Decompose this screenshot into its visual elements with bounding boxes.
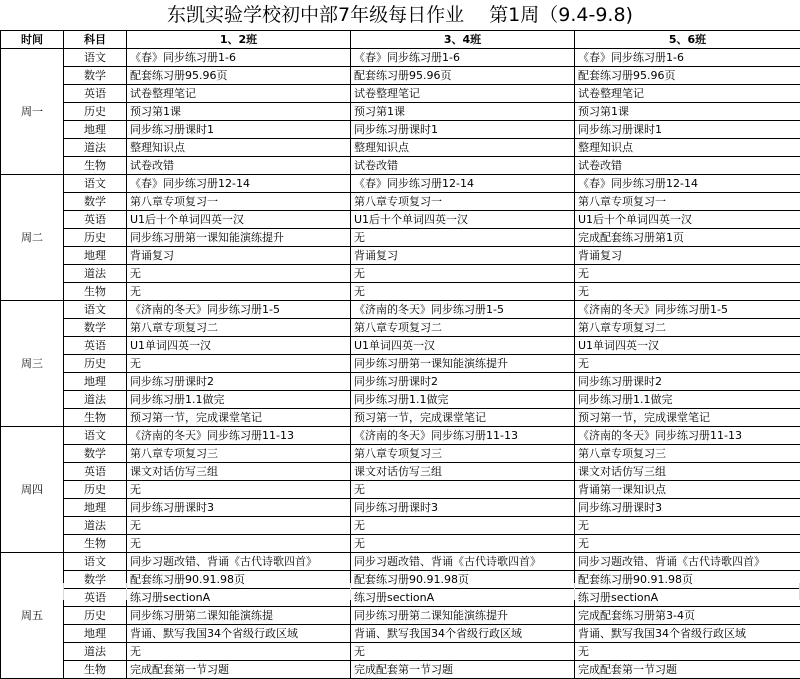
table-row (1, 157, 800, 175)
subject-cell: 地理 (64, 625, 127, 643)
class-3-4-cell: 完成配套第一节习题 (351, 661, 575, 679)
class-1-2-cell: 无 (127, 355, 351, 373)
class-5-6-cell: 完成配套第一节习题 (575, 661, 800, 679)
class-1-2-cell: 同步练习册课时3 (127, 499, 351, 517)
class-1-2-cell: 无 (127, 265, 351, 283)
class-3-4-cell: 预习第1课 (351, 103, 575, 121)
class-1-2-cell: 《济南的冬天》同步练习册11-13 (127, 427, 351, 445)
table-row (1, 121, 800, 139)
class-1-2-cell: 无 (127, 517, 351, 535)
class-1-2-cell: 《春》同步练习册1-6 (127, 49, 351, 67)
subject-cell: 生物 (64, 157, 127, 175)
class-1-2-cell: 第八章专项复习二 (127, 319, 351, 337)
subject-cell: 语文 (64, 49, 127, 67)
class-5-6-cell: 无 (575, 535, 800, 553)
subject-cell: 语文 (64, 175, 127, 193)
table-row (1, 193, 800, 211)
table-row (1, 445, 800, 463)
table-row (1, 391, 800, 409)
class-5-6-cell: 整理知识点 (575, 139, 800, 157)
class-1-2-cell: 预习第一节，完成课堂笔记 (127, 409, 351, 427)
class-3-4-cell: 无 (351, 517, 575, 535)
subject-cell: 地理 (64, 247, 127, 265)
table-row (1, 553, 800, 571)
class-5-6-cell: 同步练习册课时1 (575, 121, 800, 139)
table-row (1, 85, 800, 103)
class-5-6-cell: 无 (575, 283, 800, 301)
subject-cell: 生物 (64, 409, 127, 427)
subject-cell: 道法 (64, 139, 127, 157)
class-3-4-cell: 同步练习册第二课知能演练提升 (351, 607, 575, 625)
class-3-4-cell: 试卷改错 (351, 157, 575, 175)
table-row (1, 409, 800, 427)
class-5-6-cell: 无 (575, 265, 800, 283)
class-5-6-cell: 预习第1课 (575, 103, 800, 121)
class-5-6-cell: 课文对话仿写三组 (575, 463, 800, 481)
class-5-6-cell: 试卷整理笔记 (575, 85, 800, 103)
header-row (1, 31, 800, 49)
class-3-4-cell: 同步练习册课时2 (351, 373, 575, 391)
class-5-6-cell: 同步练习册1.1做完 (575, 391, 800, 409)
table-row (1, 499, 800, 517)
table-row (1, 247, 800, 265)
subject-cell: 语文 (64, 301, 127, 319)
class-1-2-cell: 背诵、默写我国34个省级行政区域 (127, 625, 351, 643)
class-3-4-cell: 《春》同步练习册12-14 (351, 175, 575, 193)
table-row (1, 139, 800, 157)
subject-cell: 道法 (64, 643, 127, 661)
class-1-2-cell: 同步练习册1.1做完 (127, 391, 351, 409)
day-cell: 周五 (1, 553, 64, 679)
day-cell: 周一 (1, 49, 64, 175)
class-5-6-cell: 《春》同步练习册1-6 (575, 49, 800, 67)
class-5-6-cell: U1后十个单词四英一汉 (575, 211, 800, 229)
subject-cell: 数学 (64, 67, 127, 85)
class-5-6-cell: 完成配套练习册第1页 (575, 229, 800, 247)
class-5-6-cell: 无 (575, 643, 800, 661)
class-5-6-cell: 《济南的冬天》同步练习册11-13 (575, 427, 800, 445)
class-1-2-cell: 同步习题改错、背诵《古代诗歌四首》 (127, 553, 351, 571)
table-row (1, 337, 800, 355)
subject-cell: 历史 (64, 103, 127, 121)
class-3-4-cell: 预习第一节，完成课堂笔记 (351, 409, 575, 427)
subject-cell: 数学 (64, 319, 127, 337)
table-row (1, 481, 800, 499)
class-5-6-cell: 完成配套练习册第3-4页 (575, 607, 800, 625)
subject-cell: 道法 (64, 391, 127, 409)
subject-cell: 语文 (64, 553, 127, 571)
header-subject: 科目 (64, 31, 127, 49)
table-row (1, 463, 800, 481)
subject-cell: 语文 (64, 427, 127, 445)
class-5-6-cell: 同步习题改错、背诵《古代诗歌四首》 (575, 553, 800, 571)
table-row (1, 427, 800, 445)
class-5-6-cell: 背诵复习 (575, 247, 800, 265)
subject-cell: 地理 (64, 373, 127, 391)
header-class-5-6: 5、6班 (575, 31, 800, 49)
table-row (1, 535, 800, 553)
day-cell: 周三 (1, 301, 64, 427)
class-5-6-cell: 《春》同步练习册12-14 (575, 175, 800, 193)
subject-cell: 英语 (64, 589, 127, 607)
class-3-4-cell: U1单词四英一汉 (351, 337, 575, 355)
class-3-4-cell: 背诵、默写我国34个省级行政区域 (351, 625, 575, 643)
table-row (1, 301, 800, 319)
class-1-2-cell: 练习册sectionA (127, 589, 351, 607)
class-3-4-cell: 同步练习册1.1做完 (351, 391, 575, 409)
class-3-4-cell: 《济南的冬天》同步练习册1-5 (351, 301, 575, 319)
class-1-2-cell: 试卷整理笔记 (127, 85, 351, 103)
subject-cell: 地理 (64, 121, 127, 139)
class-3-4-cell: 同步练习册第一课知能演练提升 (351, 355, 575, 373)
class-5-6-cell: 第八章专项复习一 (575, 193, 800, 211)
table-row (1, 355, 800, 373)
header-time: 时间 (1, 31, 64, 49)
header-class-1-2: 1、2班 (127, 31, 351, 49)
class-3-4-cell: 练习册sectionA (351, 589, 575, 607)
class-5-6-cell: 第八章专项复习三 (575, 445, 800, 463)
table-row (1, 229, 800, 247)
class-1-2-cell: 无 (127, 535, 351, 553)
class-1-2-cell: 无 (127, 481, 351, 499)
subject-cell: 生物 (64, 661, 127, 679)
class-3-4-cell: 无 (351, 643, 575, 661)
table-row (1, 319, 800, 337)
class-5-6-cell: 无 (575, 355, 800, 373)
day-cell: 周二 (1, 175, 64, 301)
subject-cell: 历史 (64, 355, 127, 373)
class-1-2-cell: 第八章专项复习一 (127, 193, 351, 211)
table-row (1, 67, 800, 85)
subject-cell: 英语 (64, 463, 127, 481)
page-title: 东凯实验学校初中部7年级每日作业 第1周（9.4-9.8) (0, 0, 800, 30)
class-1-2-cell: 试卷改错 (127, 157, 351, 175)
class-3-4-cell: 《春》同步练习册1-6 (351, 49, 575, 67)
class-3-4-cell: 无 (351, 283, 575, 301)
class-5-6-cell: 试卷改错 (575, 157, 800, 175)
class-3-4-cell: 同步练习册课时1 (351, 121, 575, 139)
subject-cell: 英语 (64, 211, 127, 229)
subject-cell: 历史 (64, 607, 127, 625)
class-3-4-cell: 无 (351, 229, 575, 247)
class-3-4-cell: 配套练习册90.91.98页 (351, 571, 575, 589)
subject-cell: 数学 (64, 571, 127, 589)
class-3-4-cell: 《济南的冬天》同步练习册11-13 (351, 427, 575, 445)
header-class-3-4: 3、4班 (351, 31, 575, 49)
class-1-2-cell: 配套练习册95.96页 (127, 67, 351, 85)
class-3-4-cell: 同步练习册课时3 (351, 499, 575, 517)
class-1-2-cell: 《春》同步练习册12-14 (127, 175, 351, 193)
class-5-6-cell: 预习第一节，完成课堂笔记 (575, 409, 800, 427)
subject-cell: 道法 (64, 265, 127, 283)
class-1-2-cell: 背诵复习 (127, 247, 351, 265)
subject-cell: 数学 (64, 193, 127, 211)
class-3-4-cell: 无 (351, 265, 575, 283)
class-3-4-cell: 配套练习册95.96页 (351, 67, 575, 85)
class-3-4-cell: 无 (351, 535, 575, 553)
table-row (1, 625, 800, 643)
table-row (1, 607, 800, 625)
table-row (1, 175, 800, 193)
class-1-2-cell: 整理知识点 (127, 139, 351, 157)
class-1-2-cell: 同步练习册课时2 (127, 373, 351, 391)
class-1-2-cell: U1单词四英一汉 (127, 337, 351, 355)
class-3-4-cell: 背诵复习 (351, 247, 575, 265)
class-3-4-cell: 整理知识点 (351, 139, 575, 157)
class-3-4-cell: 同步习题改错、背诵《古代诗歌四首》 (351, 553, 575, 571)
table-row (1, 103, 800, 121)
table-row (1, 49, 800, 67)
subject-cell: 地理 (64, 499, 127, 517)
class-1-2-cell: 课文对话仿写三组 (127, 463, 351, 481)
table-row (1, 643, 800, 661)
class-1-2-cell: 无 (127, 643, 351, 661)
subject-cell: 生物 (64, 283, 127, 301)
table-row (1, 265, 800, 283)
class-3-4-cell: 试卷整理笔记 (351, 85, 575, 103)
class-3-4-cell: 第八章专项复习二 (351, 319, 575, 337)
class-5-6-cell: 背诵、默写我国34个省级行政区域 (575, 625, 800, 643)
class-3-4-cell: U1后十个单词四英一汉 (351, 211, 575, 229)
subject-cell: 数学 (64, 445, 127, 463)
table-row (1, 211, 800, 229)
subject-cell: 历史 (64, 481, 127, 499)
empty-grid-row (0, 583, 800, 600)
class-5-6-cell: U1单词四英一汉 (575, 337, 800, 355)
subject-cell: 英语 (64, 85, 127, 103)
table-row (1, 283, 800, 301)
class-1-2-cell: 预习第1课 (127, 103, 351, 121)
class-1-2-cell: 无 (127, 283, 351, 301)
subject-cell: 道法 (64, 517, 127, 535)
class-1-2-cell: 配套练习册90.91.98页 (127, 571, 351, 589)
class-1-2-cell: 完成配套第一节习题 (127, 661, 351, 679)
class-5-6-cell: 第八章专项复习二 (575, 319, 800, 337)
table-row (1, 373, 800, 391)
class-5-6-cell: 无 (575, 517, 800, 535)
subject-cell: 历史 (64, 229, 127, 247)
class-1-2-cell: U1后十个单词四英一汉 (127, 211, 351, 229)
class-3-4-cell: 无 (351, 481, 575, 499)
class-5-6-cell: 《济南的冬天》同步练习册1-5 (575, 301, 800, 319)
class-1-2-cell: 同步练习册第二课知能演练提 (127, 607, 351, 625)
class-5-6-cell: 同步练习册课时3 (575, 499, 800, 517)
day-cell: 周四 (1, 427, 64, 553)
subject-cell: 生物 (64, 535, 127, 553)
table-row (1, 661, 800, 679)
subject-cell: 英语 (64, 337, 127, 355)
class-5-6-cell: 背诵第一课知识点 (575, 481, 800, 499)
class-3-4-cell: 第八章专项复习一 (351, 193, 575, 211)
class-3-4-cell: 第八章专项复习三 (351, 445, 575, 463)
class-3-4-cell: 课文对话仿写三组 (351, 463, 575, 481)
class-1-2-cell: 同步练习册课时1 (127, 121, 351, 139)
class-5-6-cell: 配套练习册95.96页 (575, 67, 800, 85)
class-1-2-cell: 同步练习册第一课知能演练提升 (127, 229, 351, 247)
class-5-6-cell: 练习册sectionA (575, 589, 800, 607)
class-5-6-cell: 配套练习册90.91.98页 (575, 571, 800, 589)
table-row (1, 517, 800, 535)
class-5-6-cell: 同步练习册课时2 (575, 373, 800, 391)
homework-table (0, 30, 800, 679)
class-1-2-cell: 第八章专项复习三 (127, 445, 351, 463)
class-1-2-cell: 《济南的冬天》同步练习册1-5 (127, 301, 351, 319)
